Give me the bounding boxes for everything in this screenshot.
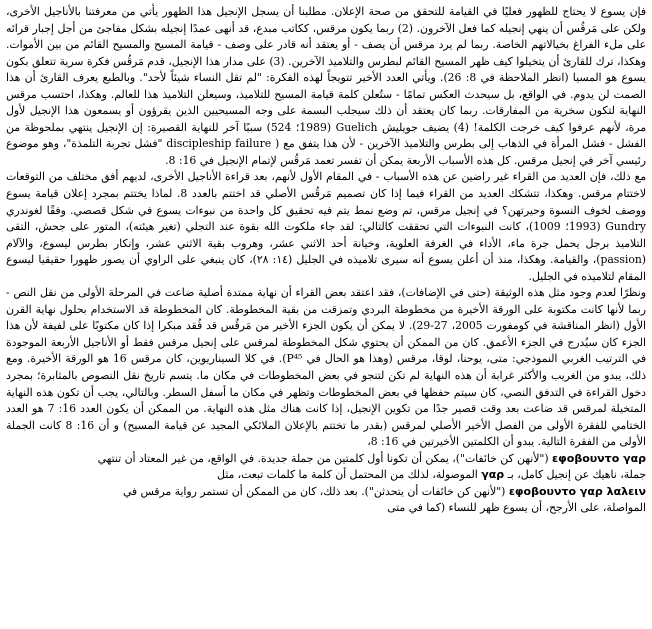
paragraph-dissatisfied-readers: مع ذلك، فإن العديد من القراء غير راضين عن هذه الأسباب - في المقام الأول لأنهم، بعد قراءة الأناجيل الأخرى، لديهم أفق مختلف من التوقعات لاختتام مرقس. وهكذا، تتشكك العديد من القراء فيما إذا كان تصميم مَرقُس الأصلي قد اختتم بالعدد 8. لماذا يختتم بمجرد إعلان قيامة يسوع ووصف لخوف النسوة وحيرتهن؟ في إنجيل مرقس، تم وضع نمط يتم فيه تحقيق كل واحدة من نبوءات يسوع في شكل قصصي. وفقًا لغوندري Gundry (1993؛ 1009)، كانت النبوءات التي تحققت كالتالي: لقد جاء ملكوت الله بقوة عند التجلي (تغير هيئته)، المتور على جحش، التقى التلاميذ برجل يحمل جرة ماء، الأداء في الغرفة العلوية، وخيانة أحد الاثني عشر، وهروب بقية الاثني عشر، وإنكار بطرس ليسوع، والآلام (passion)، والقيامة. وهكذا، منذ أن أعلن يسوع أنه سيرى تلاميذه في الجليل (١٤: ٢٨)، كان ينبغي على الراوي أن يصور ظهورا حقيقيا ليسوع المقام لتلاميذه في الجليل. (6, 170, 646, 283)
greek-phrase-3: εφοβουντο γαρ λαλειν (508, 484, 646, 498)
greek-line-1: εφοβουντο γαρ ("لأنهن كن خائفات")، يمكن أن تكونا أول كلمتين من جملة جديدة. في الواقع، من غير المعتاد أن تنتهي (97, 451, 646, 465)
closing-line: المواصلة، على الأرجح، أن يسوع ظهر للنساء (كما في متى (387, 501, 646, 515)
paragraph-lost-ending: ونظرًا لعدم وجود مثل هذه الوثيقة (حتى في الإضافات)، فقد اعتقد بعض القراء أن نهاية ممتدة أصلية ضاعت في المرحلة الأولى من نقل النص - ربما لأنها كانت مكتوبة على الورقة الأخيرة من مخطوطة البردي وتمزقت من بقية المخطوطة. كان المخطوطة قد الاستخدام بحلول نهاية القرن الأول (انظر المناقشة في كومفورت 2005، 27-29). لا يمكن أن يكون الجزء الأخير من مَرقُس قد فُقد مبكرا إذا كان مكتوبًا على لفيفة لأن هذا الجزء كان سيُدرج في الجزء الأعمق. كان من الممكن أن يحتوي شكل المخطوطة لمرقس على إنجيل مرقس فقط أو الأناجيل الأربعة الموجودة في الترتيب الغربي النموذجي: متى، يوحنا، لوقا، مرقس (وهذا هو الحال في P⁴⁵). في كلا السيناريوين، كان مرقس 16 هو الورقة الأخيرة. ومع ذلك، يبدو من الغريب والأكثر غرابة أن هذه النهاية لم تكن لتنجو في بعض المخطوطات في مكان ما. يتسم تاريخ نقل النصوص بالمثابرة؛ بمجرد دخول القراءة في التدفق النصي، كان سيتم حفظها في بعض المخطوطات وتظهر في مكان ما أسفل السطر. وبالتالي، يجب أن تكون هذه النهاية المتخيلة لمرقس قد ضاعت بعد وقت قصير جدًا من تكوين الإنجيل، إذا كانت هناك مثل هذه النهاية. من الممكن أن يكون العدد 16: 7 هو العدد الختامي للفقرة الأولى من الفصل الأخير الأصلي لمرقس (بقدر ما تختتم بالإعلان الملائكي المجيد عن قيامة المسيح) و أن 16: 8 كانت الجملة الأولى من الفقرة التالية. يبدو أن الكلمتين الأخيرتين في 16: 8، (6, 286, 647, 449)
greek-phrase-1: εφοβουντο γαρ (552, 451, 646, 465)
greek-phrase-2: γαρ (481, 468, 505, 482)
greek-line-3: εφοβουντο γαρ λαλειν ("لأنهن كن خائفات أن يتحدثن"). بعد ذلك، كان من الممكن أن تستمر رواية مرقس في (122, 484, 646, 498)
greek-line-2: جملة، ناهيك عن إنجيل كامل، بـ γαρ الموصولة، لذلك من المحتمل أن كلمة ما كلمات تبعت، مثل (217, 468, 646, 482)
paragraph-reasons: فإن يسوع لا يحتاج للظهور فعليًا في القيامة للتحقق من صحة الإعلان. مطلبنا أن يسجل الإنجيل هذا الظهور يأتي من معرفتنا بالأناجيل الأخرى، ولكن على مَرقُس أن ينهي إنجيله كما فعل الآخرون. (2) ربما يكون مرقس، ككاتب مبدع، قد أنهى عمدًا إنجيله بشكل مفاجئ من أجل إجبار قرائه على ملء الفراغ بخيالاتهم الخاصة. ربما لم يرد مرقس أن يصف - أو يعتقد أنه قادر على وصف - قيامة المسيح والمسيح القائم من بين الأموات. وهكذا، ترك للقارئ أن يتخيلوا كيف ظهر المسيح القائم لبطرس والتلاميذ الآخرين. (3) على مدار هذا الإنجيل، قدم مَرقُس فكرة سرية تتعلق بكون يسوع هو المسيا (انظر الملاحظة في 8: 26). ويأتي العدد الأخير تتويجاً لهذه الفكرة: "لم تقل النساء شيئاً لأحد". وبالطبع يعرف القارئ أن هذا الصمت لن يدوم. في الواقع، بل سيحدث العكس تمامًا - ستُعلن كلمة قيامة المسيح للتلاميذ، وسيعلن التلاميذ هذا للعالم. وهكذا، احتسب مرقس النهاية لتكون سخرية من المفارقات. ربما كان يعتقد أن ذلك سيجلب البسمة على وجه المسيحيين الذين يقرؤون أو يسمعون هذا الإنجيل لأول مرة، لأنهم عرفوا كيف خرجت الكلمة! (4) يضيف جويليش Guelich (1989؛ 524) سببًا آخر للنهاية القصيرة: إن الإنجيل ينتهي بملحوظة من الفشل - فشل المرأة في الذهاب إلى بطرس والتلاميذ الآخرين - لأن هذا يتفق مع ( discipleship failure "فشل تجربة التلمذة"، وهو موضوع رئيسي آخر في إنجيل مرقس. كل هذه الأسباب الأربعة يمكن أن تفسر تعمد مَرقُس لإتمام الإنجيل في 16: 8. (6, 5, 647, 167)
